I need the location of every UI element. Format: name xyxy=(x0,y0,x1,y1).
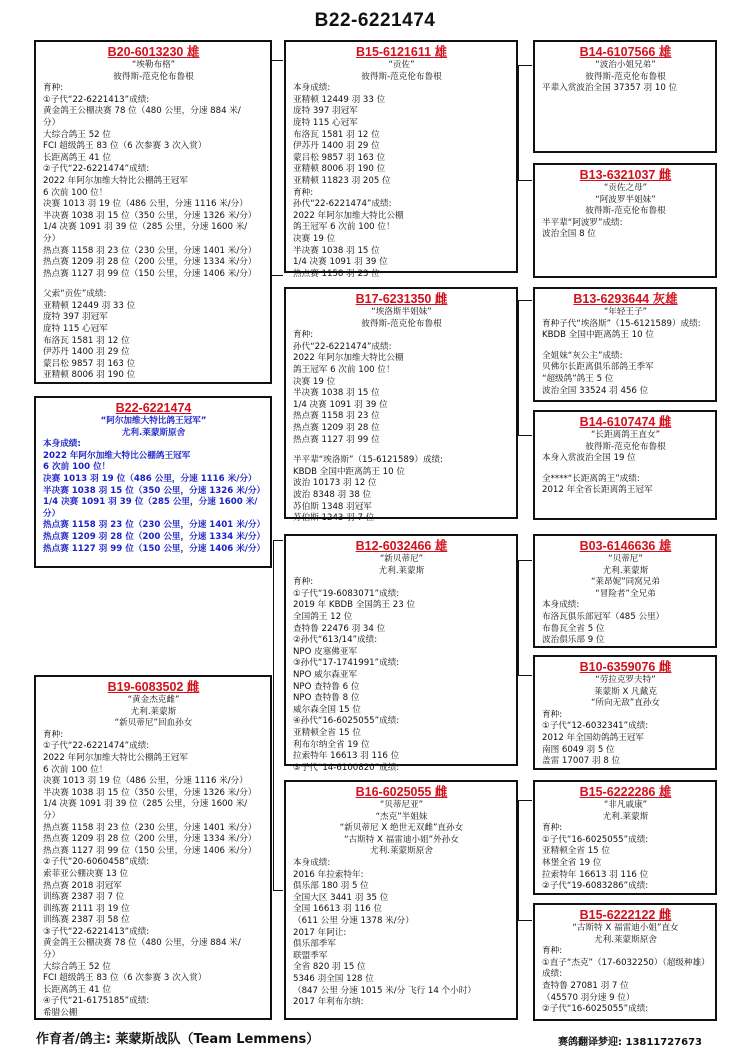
detail-line: 庞特 397 羽冠军 xyxy=(43,312,108,323)
mmm-ring: B15-6222122 雌 xyxy=(579,908,672,922)
mmm-breed: 尤利.莱蒙斯原舍 xyxy=(594,934,657,945)
detail-line: 南图 6049 羽 5 位 xyxy=(542,744,615,755)
ffm-name: “贡佐之母” xyxy=(603,183,648,193)
mfm-box xyxy=(533,655,717,770)
detail-line: 布洛瓦俱乐部冠军（485 公里） xyxy=(542,611,665,622)
detail-line: 拉索特年 16613 羽 116 位 xyxy=(293,751,400,762)
fff-name: “波治小姐兄弟” xyxy=(595,60,656,70)
detail-line: 贝佛尔长距离俱乐部鸽王季军 xyxy=(542,362,654,373)
subject-box xyxy=(34,396,272,568)
fm-breed: 彼得斯-范克伦布鲁根 xyxy=(361,318,442,329)
detail-line: 成绩: xyxy=(542,969,563,980)
detail-line: ②子代“19-6083286”成绩: xyxy=(542,881,649,892)
detail-line: 亚精顿 12449 羽 33 位 xyxy=(293,94,386,105)
detail-line: 全国大区 3441 羽 35 位 xyxy=(293,892,389,903)
detail-line: 育种: xyxy=(542,709,563,720)
mm-breed: “杰克”半姐妹 xyxy=(375,811,428,822)
fmm-breed: 彼得斯-范克伦布鲁根 xyxy=(585,441,666,452)
ff-breed: 彼得斯-范克伦布鲁根 xyxy=(361,71,442,82)
detail-line: 威尔森全国 15 位 xyxy=(293,704,361,715)
detail-line: （611 公里 分速 1378 米/分） xyxy=(293,915,414,926)
detail-line: 训练赛 2111 羽 19 位 xyxy=(43,903,130,914)
detail-line: 决赛 19 位 xyxy=(293,233,336,244)
detail-line: 育种: xyxy=(542,946,563,957)
detail-line: 全****“长距离鸽王”成绩: xyxy=(542,473,640,484)
detail-line: 决赛 1013 羽 19 位（486 公里，分速 1116 米/分） xyxy=(43,776,248,787)
detail-line: 决赛 1013 羽 19 位（486 公里，分速 1116 米/分） xyxy=(43,199,248,210)
connector-line xyxy=(518,435,532,436)
detail-line: 6 次前 100 位！ xyxy=(43,187,108,198)
detail-line: 1/4 决赛 1091 羽 39 位（285 公里，分速 1600 米/ xyxy=(43,222,248,233)
detail-line: 布鲁瓦全省 5 位 xyxy=(542,623,605,634)
detail-line: NPO 查特鲁 8 位 xyxy=(293,693,360,704)
connector-line xyxy=(518,65,532,66)
detail-line: 本身成绩: xyxy=(43,439,81,450)
detail-line: 查特鲁 22476 羽 34 位 xyxy=(293,623,386,634)
detail-line: 育种子代“埃洛斯”（15-6121589）成绩: xyxy=(542,318,701,329)
subject-breed: 尤利.莱蒙斯原舍 xyxy=(121,427,186,438)
mm-ring: B16-6025055 雌 xyxy=(355,785,448,799)
connector-line xyxy=(518,920,532,921)
fmm-details xyxy=(542,453,709,497)
mother-details xyxy=(43,730,264,1020)
mfm-extra: “所向无敌”直孙女 xyxy=(590,698,661,709)
mother-box xyxy=(34,675,272,1020)
detail-line: 育种: xyxy=(542,823,563,834)
detail-line: 半平辈“埃洛斯”（15-6121589）成绩: xyxy=(293,455,444,466)
mff-breed: 尤利.莱蒙斯 xyxy=(602,565,649,576)
mother-breed: 尤利.莱蒙斯 xyxy=(130,706,177,717)
detail-line: KBDB 全国中距离鸽王 10 位 xyxy=(542,330,654,341)
detail-line: 决赛 19 位 xyxy=(293,376,336,387)
mf-breed: 尤利.莱蒙斯 xyxy=(378,565,425,576)
detail-line: 亚精顿 8006 羽 190 位 xyxy=(293,164,386,175)
detail-line: 全省 820 羽 15 位 xyxy=(293,962,366,973)
fmf-box xyxy=(533,287,717,402)
connector-line xyxy=(518,800,532,801)
detail-line: 育种: xyxy=(293,330,314,341)
spacer xyxy=(542,465,709,474)
detail-line: ③孙代“17-1741991”成绩: xyxy=(293,658,400,669)
detail-line: 伊苏丹 1400 羽 29 位 xyxy=(43,347,130,358)
detail-line: 波治全国 33524 羽 456 位 xyxy=(542,385,649,396)
fm-details xyxy=(293,330,510,525)
detail-line: 热点赛 1209 羽 28 位（200 公里，分速 1334 米/分） xyxy=(43,531,266,542)
mmm-details xyxy=(542,946,709,1016)
detail-line: 育种: xyxy=(293,187,314,198)
detail-line: NPO 威尔森亚军 xyxy=(293,669,358,680)
detail-line: 2022 年阿尔加维大特比公棚 xyxy=(293,353,404,364)
fmm-ring: B14-6107474 雌 xyxy=(579,415,672,429)
mm-extra3: 尤利.莱蒙斯原舍 xyxy=(370,846,433,857)
detail-line: 热点赛 1127 羽 99 位（150 公里，分速 1406 米/分） xyxy=(43,543,266,554)
detail-line: NPO 皮塞佛亚军 xyxy=(293,646,358,657)
detail-line: 半平辈“阿波罗”成绩: xyxy=(542,217,623,228)
detail-line: 利布尔纳全省 19 位 xyxy=(293,739,370,750)
detail-line: 鸽王冠军 6 次前 100 位！ xyxy=(293,364,395,375)
detail-line: ②子代“22-6221474”成绩: xyxy=(43,164,150,175)
detail-line: 2019 年 KBDB 全国鸽王 23 位 xyxy=(293,600,416,611)
spacer xyxy=(43,280,264,289)
mm-extra1: “新贝蒂尼 X 绝世无双雌”直孙女 xyxy=(339,823,464,834)
mmf-box xyxy=(533,780,717,895)
detail-line: 苏伯斯 1243 羽 7 位 xyxy=(293,513,375,524)
detail-line: 希腊公棚 xyxy=(43,1008,78,1019)
detail-line: ②孙代“613/14”成绩: xyxy=(293,635,378,646)
detail-line: 联盟季军 xyxy=(293,950,328,961)
detail-line: 育种: xyxy=(293,577,314,588)
detail-line: 大综合鸽王 52 位 xyxy=(43,961,111,972)
connector-line xyxy=(518,300,519,435)
detail-line: 庞特 115 心冠军 xyxy=(293,117,358,128)
detail-line: 亚精顿 12449 羽 33 位 xyxy=(43,300,136,311)
connector-line xyxy=(518,560,519,675)
detail-line: ①子代“12-6032341”成绩: xyxy=(542,721,649,732)
mf-ring: B12-6032466 雄 xyxy=(355,539,448,553)
spacer xyxy=(293,446,510,455)
detail-line: 半决赛 1038 羽 15 位 xyxy=(293,245,380,256)
detail-line: 热点赛 1158 羽 23 位 xyxy=(293,268,380,279)
detail-line: 亚精顿 11823 羽 205 位 xyxy=(293,175,391,186)
fff-box xyxy=(533,40,717,153)
mf-box xyxy=(284,534,518,773)
ff-ring: B15-6121611 雄 xyxy=(355,45,448,59)
father-ring: B20-6013230 雄 xyxy=(107,45,200,59)
detail-line: ②子代“16-6025055”成绩: xyxy=(542,1004,649,1015)
detail-line: 亚精顿 8006 羽 190 位 xyxy=(43,370,136,381)
detail-line: 半决赛 1038 羽 15 位（350 公里，分速 1326 米/分） xyxy=(43,485,266,496)
detail-line: 鸽王冠军 6 次前 100 位！ xyxy=(293,222,395,233)
page-title: B22-6221474 xyxy=(314,10,436,31)
mother-name: “黄金杰克雌” xyxy=(127,695,180,705)
detail-line: 俱乐部季军 xyxy=(293,939,336,950)
detail-line: 长距离鸽王 41 位 xyxy=(43,984,111,995)
detail-line: 热点赛 1158 羽 23 位（230 公里，分速 1401 米/分） xyxy=(43,245,257,256)
detail-line: 分） xyxy=(43,233,61,244)
detail-line: 分） xyxy=(43,950,61,961)
mmf-name: “非凡戚康” xyxy=(603,800,648,810)
ffm-breed: “阿波罗半姐妹” xyxy=(595,194,656,205)
footer-translator: 赛鸽翻译梦迎: 13811727673 xyxy=(558,1037,703,1048)
mother-extra: “新贝蒂尼”回血孙女 xyxy=(114,718,193,729)
detail-line: 半决赛 1038 羽 15 位（350 公里，分速 1326 米/分） xyxy=(43,787,257,798)
detail-line: 2012 年全省长距离鸽王冠军 xyxy=(542,485,653,496)
detail-line: 亚精顿全省 15 位 xyxy=(293,727,361,738)
detail-line: 大综合鸽王 52 位 xyxy=(43,129,111,140)
detail-line: 2022 年阿尔加维大特比公棚鸽王冠军 xyxy=(43,175,188,186)
detail-line: ④子代“21-6175185”成绩: xyxy=(43,996,150,1007)
detail-line: ①子代“16-6025055”成绩: xyxy=(542,834,649,845)
mfm-details xyxy=(542,710,709,768)
detail-line: 育种: xyxy=(43,83,64,94)
detail-line: 6 次前 100 位！ xyxy=(43,764,108,775)
connector-line xyxy=(518,300,532,301)
fm-name: “埃洛斯半姐妹” xyxy=(371,307,432,317)
detail-line: 半决赛 1038 羽 15 位 xyxy=(293,388,380,399)
connector-line xyxy=(273,540,283,541)
detail-line: 本身成绩: xyxy=(293,857,331,868)
detail-line: 孙代“22-6221474”成绩: xyxy=(293,199,392,210)
father-breed: 彼得斯-范克伦布鲁根 xyxy=(113,71,194,82)
fmf-ring: B13-6293644 灰雄 xyxy=(573,292,678,306)
detail-line: 1/4 决赛 1091 羽 39 位 xyxy=(293,399,388,410)
detail-line: 热点赛 2018 羽冠军 xyxy=(43,880,122,891)
ffm-box xyxy=(533,163,717,278)
mfm-ring: B10-6359076 雌 xyxy=(579,660,672,674)
detail-line: 本身成绩: xyxy=(542,600,580,611)
detail-line: 训练赛 2387 羽 58 位 xyxy=(43,915,130,926)
detail-line: 亚精顿全省 15 位 xyxy=(542,846,610,857)
mmf-ring: B15-6222286 雄 xyxy=(579,785,672,799)
detail-line: 育种: xyxy=(43,729,64,740)
detail-line: 蒙吕松 9857 羽 163 位 xyxy=(293,152,386,163)
detail-line: 热点赛 1127 羽 99 位 xyxy=(293,434,380,445)
detail-line: KBDB 全国中距离鸽王 10 位 xyxy=(293,466,405,477)
detail-line: 半决赛 1038 羽 15 位（350 公里，分速 1326 米/分） xyxy=(43,210,257,221)
detail-line: 伊苏丹 1400 羽 29 位 xyxy=(293,141,380,152)
subject-details xyxy=(43,439,264,555)
ff-details xyxy=(293,83,510,280)
mfm-name: “劳拉克罗夫特” xyxy=(595,675,656,685)
fff-ring: B14-6107566 雄 xyxy=(579,45,672,59)
father-name: “埃勒布格” xyxy=(131,60,176,70)
mmm-name: “古斯特 X 福雷迪小姐”直女 xyxy=(572,923,679,933)
detail-line: 热点赛 1158 羽 23 位（230 公里，分速 1401 米/分） xyxy=(43,822,257,833)
detail-line: 全姐妹“灰公主”成绩: xyxy=(542,350,623,361)
fmm-name: “长距离鸽王直女” xyxy=(590,430,661,440)
detail-line: 平辈入赏波治全国 37357 羽 10 位 xyxy=(542,83,678,94)
mf-details xyxy=(293,577,510,774)
detail-line: 本身入赏波治全国 19 位 xyxy=(542,453,636,464)
ff-box xyxy=(284,40,518,279)
detail-line: 索菲亚公棚决赛 13 位 xyxy=(43,868,129,879)
detail-line: 2022 年阿尔加维大特比公棚 xyxy=(293,210,404,221)
detail-line: 波治全国 8 位 xyxy=(542,229,596,240)
connector-line xyxy=(518,560,532,561)
mm-extra2: “古斯特 X 福雷迪小姐”外孙女 xyxy=(344,834,459,845)
footer-owner: 作育者/鸽主: 莱蒙斯战队（Team Lemmens） xyxy=(36,1032,320,1047)
detail-line: ③子代“22-6221413”成绩: xyxy=(43,926,150,937)
detail-line: 全国 16613 羽 116 位 xyxy=(293,904,383,915)
detail-line: 热点赛 1158 羽 23 位 xyxy=(293,411,380,422)
connector-line xyxy=(518,180,532,181)
detail-line: 波治 10173 羽 12 位 xyxy=(293,478,377,489)
detail-line: 苏伯斯 1348 羽冠军 xyxy=(293,501,372,512)
mff-extra: “莱昂妮”同窝兄弟 xyxy=(590,577,661,588)
mmm-box xyxy=(533,903,717,1021)
detail-line: 父索“贡佐”成绩: xyxy=(43,289,107,300)
detail-line: 波治 8348 羽 38 位 xyxy=(293,489,372,500)
fmf-details xyxy=(542,319,709,398)
father-box xyxy=(34,40,272,384)
connector-line xyxy=(273,890,283,891)
detail-line: NPO 查特鲁 6 位 xyxy=(293,681,360,692)
detail-line: 1/4 决赛 1091 羽 39 位（285 公里，分速 1600 米/ xyxy=(43,497,258,508)
fmf-name: “年轻王子” xyxy=(603,307,648,317)
detail-line: 2016 年拉索特年: xyxy=(293,869,364,880)
detail-line: 热点赛 1127 羽 99 位（150 公里，分速 1406 米/分） xyxy=(43,845,257,856)
connector-line xyxy=(271,60,283,61)
detail-line: 波治俱乐部 9 位 xyxy=(542,635,605,646)
detail-line: 俱乐部 180 羽 5 位 xyxy=(293,881,369,892)
detail-line: 庞特 397 羽冠军 xyxy=(293,106,358,117)
connector-line xyxy=(518,65,519,180)
mother-ring: B19-6083502 雌 xyxy=(107,680,200,694)
detail-line: ①直子“杰克”（17-6032250）（超级种雄） xyxy=(542,957,710,968)
detail-line: 拉索特年 16613 羽 116 位 xyxy=(542,869,649,880)
detail-line: ①子代“22-6221413”成绩: xyxy=(43,94,150,105)
mmf-details xyxy=(542,823,709,893)
detail-line: （45570 羽分速 9 位） xyxy=(542,992,635,1003)
detail-line: 查特鲁 27081 羽 7 位 xyxy=(542,980,629,991)
connector-line xyxy=(271,275,283,276)
subject-ring: B22-6221474 xyxy=(115,401,192,415)
detail-line: 本身成绩: xyxy=(293,83,331,94)
detail-line: ①子代“19-6083071”成绩: xyxy=(293,588,400,599)
detail-line: 全国鸽王 12 位 xyxy=(293,611,353,622)
ff-name: “贡佐” xyxy=(388,60,415,70)
detail-line: 热点赛 1209 羽 28 位（200 公里，分速 1334 米/分） xyxy=(43,834,257,845)
detail-line: 2022 年阿尔加维大特比公棚鸽王冠军 xyxy=(43,450,191,461)
detail-line: 2017 年阿让: xyxy=(293,927,347,938)
fm-ring: B17-6231350 雌 xyxy=(355,292,448,306)
detail-line: 决赛 1013 羽 19 位（486 公里，分速 1116 米/分） xyxy=(43,473,257,484)
detail-line: 热点赛 1209 羽 28 位 xyxy=(293,422,380,433)
detail-line: 训练赛 2387 羽 7 位 xyxy=(43,892,125,903)
detail-line: 长距离鸽王 41 位 xyxy=(43,152,111,163)
mff-extra2: “冒险者”全兄弟 xyxy=(595,588,656,599)
detail-line: 1/4 决赛 1091 羽 39 位 xyxy=(293,257,388,268)
detail-line: （847 公里 分速 1015 米/分 飞行 14 个小时） xyxy=(293,985,476,996)
detail-line: 蒙吕松 9857 羽 163 位 xyxy=(43,358,136,369)
detail-line: 布洛瓦 1581 羽 12 位 xyxy=(43,335,130,346)
detail-line: 分） xyxy=(43,508,61,519)
mm-name: “贝蒂尼亚” xyxy=(379,800,424,810)
spacer xyxy=(542,342,709,351)
detail-line: 盖雷 17007 羽 8 位 xyxy=(542,756,621,767)
detail-line: FCI 超级鸽王 83 位（6 次参赛 3 次入赏） xyxy=(43,141,207,152)
detail-line: FCI 超级鸽王 83 位（6 次参赛 3 次入赏） xyxy=(43,973,207,984)
detail-line: 黄金鸽王公棚决赛 78 位（480 公里，分速 884 米/ xyxy=(43,938,241,949)
detail-line: ①子代“22-6221474”成绩: xyxy=(43,741,150,752)
detail-line: 1/4 决赛 1091 羽 39 位（285 公里，分速 1600 米/ xyxy=(43,799,248,810)
detail-line: 庞特 115 心冠军 xyxy=(43,324,108,335)
detail-line: 2017 年利布尔纳: xyxy=(293,997,364,1008)
detail-line: 分） xyxy=(43,117,61,128)
detail-line: ⑤子代“14-6100820”成绩: xyxy=(293,762,400,773)
detail-line: 黄金鸽王公棚决赛 78 位（480 公里，分速 884 米/ xyxy=(43,106,241,117)
mff-details xyxy=(542,600,709,646)
detail-line: 热点赛 1158 羽 23 位（230 公里，分速 1401 米/分） xyxy=(43,520,266,531)
detail-line: 分） xyxy=(43,810,61,821)
detail-line: 2022 年阿尔加维大特比公棚鸽王冠军 xyxy=(43,752,188,763)
detail-line: 热点赛 1209 羽 28 位（200 公里，分速 1334 米/分） xyxy=(43,257,257,268)
connector-line xyxy=(273,540,274,890)
detail-line: 2012 年全国幼鸽鸽王冠军 xyxy=(542,732,644,743)
detail-line: ②子代“20-6060458”成绩: xyxy=(43,857,150,868)
father-details xyxy=(43,83,264,382)
mm-box xyxy=(284,780,518,1020)
mfm-breed: 莱蒙斯 X 凡戴克 xyxy=(594,686,657,697)
mff-name: “贝蒂尼” xyxy=(608,554,643,564)
detail-line: 5346 羽全国 128 位 xyxy=(293,973,374,984)
ffm-extra: 彼得斯-范克伦布鲁根 xyxy=(585,206,666,217)
connector-line xyxy=(518,800,519,920)
mm-details xyxy=(293,858,510,1009)
connector-line xyxy=(518,675,532,676)
mff-box xyxy=(533,534,717,648)
detail-line: 林堡全省 19 位 xyxy=(542,857,602,868)
detail-line: 孙代“22-6221474”成绩: xyxy=(293,341,392,352)
fff-details xyxy=(542,83,709,95)
fmm-box xyxy=(533,410,717,520)
detail-line: 布洛瓦 1581 羽 12 位 xyxy=(293,129,380,140)
detail-line: 热点赛 1127 羽 99 位（150 公里，分速 1406 米/分） xyxy=(43,268,257,279)
mff-ring: B03-6146636 雄 xyxy=(579,539,672,553)
ffm-ring: B13-6321037 雌 xyxy=(579,168,672,182)
fff-breed: 彼得斯-范克伦布鲁根 xyxy=(585,71,666,82)
mmf-breed: 尤利.莱蒙斯 xyxy=(602,811,649,822)
subject-name: “阿尔加维大特比鸽王冠军” xyxy=(100,416,207,426)
detail-line: 6 次前 100 位！ xyxy=(43,462,111,473)
ffm-details xyxy=(542,218,709,241)
mf-name: “新贝蒂尼” xyxy=(379,554,424,564)
detail-line: ④孙代“16-6025055”成绩: xyxy=(293,716,400,727)
detail-line: “超级鸽”鸽王 5 位 xyxy=(542,373,614,384)
fm-box xyxy=(284,287,518,524)
